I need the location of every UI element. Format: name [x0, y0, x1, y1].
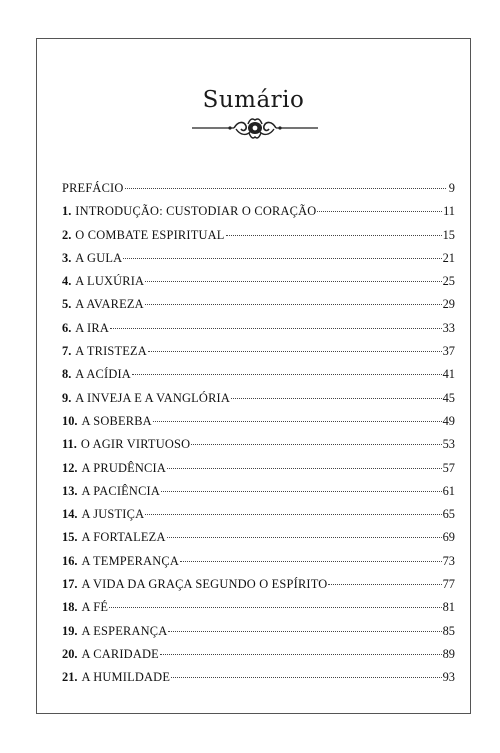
page-title: Sumário — [202, 87, 305, 113]
dot-leader — [123, 258, 441, 259]
toc-entry[interactable] — [62, 484, 455, 507]
toc-entry-number: 16. — [62, 553, 78, 568]
toc-entry[interactable] — [62, 181, 455, 204]
toc-entry[interactable] — [62, 204, 455, 227]
toc-entry-number: 10. — [62, 413, 78, 428]
toc-entry-page-number: 9 — [448, 181, 455, 195]
toc-entry-number: 4. — [62, 274, 72, 289]
toc-entry-page-number: 41 — [442, 367, 455, 382]
flourish-divider-icon — [192, 115, 318, 141]
toc-entry-number: 18. — [62, 600, 78, 615]
toc-entry[interactable] — [62, 297, 455, 320]
toc-entry-label: A PRUDÊNCIA — [81, 460, 166, 475]
toc-entry[interactable] — [62, 670, 455, 693]
toc-entry-page-number: 57 — [442, 460, 455, 475]
toc-entry-number: 1. — [62, 204, 72, 219]
dot-leader — [132, 374, 442, 375]
toc-entry-page-number: 69 — [442, 530, 455, 545]
toc-entry-label: A SOBERBA — [81, 413, 152, 428]
toc-entry-label: A AVAREZA — [75, 297, 144, 312]
toc-entry[interactable] — [62, 228, 455, 251]
toc-entry[interactable] — [62, 507, 455, 530]
toc-entry-page-number: 73 — [442, 553, 455, 568]
toc-entry[interactable] — [62, 530, 455, 553]
toc-entry[interactable] — [62, 577, 455, 600]
toc-entry[interactable] — [62, 437, 455, 460]
toc-entry[interactable] — [62, 344, 455, 367]
toc-entry-page-number: 49 — [442, 413, 455, 428]
toc-entry-page-number: 11 — [443, 204, 455, 219]
toc-entry-page-number: 93 — [442, 670, 455, 685]
toc-entry-page-number: 89 — [442, 646, 455, 661]
toc-entry[interactable] — [62, 321, 455, 344]
toc-entry-number: 3. — [62, 250, 72, 265]
toc-entry[interactable] — [62, 391, 455, 414]
toc-entry-number: 2. — [62, 227, 72, 242]
dot-leader — [161, 491, 442, 492]
toc-entry-page-number: 65 — [442, 507, 455, 522]
toc-entry-label: O AGIR VIRTUOSO — [80, 437, 191, 452]
toc-entry-number: 20. — [62, 646, 78, 661]
toc-entry-label: A HUMILDADE — [81, 670, 171, 685]
toc-entry-label: A TEMPERANÇA — [81, 553, 180, 568]
toc-entry-page-number: 85 — [442, 623, 455, 638]
dot-leader — [145, 304, 442, 305]
toc-entry-label: INTRODUÇÃO: CUSTODIAR O CORAÇÃO — [75, 204, 317, 219]
dot-leader — [317, 211, 442, 212]
toc-entry-page-number: 15 — [442, 227, 455, 242]
toc-entry-page-number: 33 — [442, 320, 455, 335]
toc-entry-number: 14. — [62, 507, 78, 522]
dot-leader — [231, 398, 442, 399]
dot-leader — [171, 677, 442, 678]
toc-entry-page-number: 21 — [442, 250, 455, 265]
toc-entry-label: A IRA — [75, 320, 109, 335]
dot-leader — [153, 421, 442, 422]
toc-entry-page-number: 29 — [442, 297, 455, 312]
toc-entry-page-number: 53 — [442, 437, 455, 452]
dot-leader — [110, 328, 442, 329]
toc-entry[interactable] — [62, 600, 455, 623]
toc-entry-page-number: 45 — [442, 390, 455, 405]
toc-entry[interactable] — [62, 624, 455, 647]
toc-entry[interactable] — [62, 647, 455, 670]
toc-entry-page-number: 77 — [442, 577, 455, 592]
dot-leader — [191, 444, 441, 445]
dot-leader — [125, 188, 446, 189]
table-of-contents — [62, 181, 455, 694]
dot-leader — [168, 631, 441, 632]
toc-entry-label: O COMBATE ESPIRITUAL — [75, 227, 225, 242]
toc-entry-number: 9. — [62, 390, 72, 405]
toc-entry-label: A TRISTEZA — [75, 344, 147, 359]
toc-entry-label: A INVEJA E A VANGLÓRIA — [75, 390, 231, 405]
toc-entry-number: 5. — [62, 297, 72, 312]
toc-entry-number: 8. — [62, 367, 72, 382]
toc-entry-label: A JUSTIÇA — [81, 507, 145, 522]
toc-entry[interactable] — [62, 274, 455, 297]
toc-entry-number: 11. — [62, 437, 77, 452]
toc-entry[interactable] — [62, 414, 455, 437]
toc-entry-number: 17. — [62, 577, 78, 592]
toc-entry-label: A ESPERANÇA — [81, 623, 168, 638]
toc-entry-label: PREFÁCIO — [62, 181, 124, 195]
toc-entry-number: 6. — [62, 320, 72, 335]
dot-leader — [160, 654, 442, 655]
toc-entry-label: A GULA — [75, 250, 123, 265]
dot-leader — [167, 537, 442, 538]
toc-entry[interactable] — [62, 554, 455, 577]
toc-entry-label: A FÉ — [81, 600, 109, 615]
dot-leader — [145, 514, 441, 515]
toc-entry-number: 21. — [62, 670, 78, 685]
dot-leader — [167, 468, 442, 469]
dot-leader — [148, 351, 442, 352]
dot-leader — [226, 235, 442, 236]
dot-leader — [328, 584, 441, 585]
toc-entry-page-number: 81 — [442, 600, 455, 615]
toc-entry[interactable] — [62, 367, 455, 390]
toc-entry-page-number: 37 — [442, 344, 455, 359]
toc-entry-label: A VIDA DA GRAÇA SEGUNDO O ESPÍRITO — [81, 577, 328, 592]
toc-entry-page-number: 25 — [442, 274, 455, 289]
toc-entry-label: A ACÍDIA — [75, 367, 131, 382]
toc-entry-label: A CARIDADE — [81, 646, 159, 661]
toc-entry[interactable] — [62, 461, 455, 484]
dot-leader — [109, 607, 441, 608]
toc-entry-number: 13. — [62, 483, 78, 498]
toc-entry-page-number: 61 — [442, 483, 455, 498]
toc-entry-label: A LUXÚRIA — [75, 274, 145, 289]
toc-entry-label: A PACIÊNCIA — [81, 483, 161, 498]
dot-leader — [180, 561, 442, 562]
toc-entry-label: A FORTALEZA — [81, 530, 166, 545]
book-page — [36, 38, 471, 714]
toc-entry-number: 7. — [62, 344, 72, 359]
toc-entry-number: 19. — [62, 623, 78, 638]
toc-entry[interactable] — [62, 251, 455, 274]
dot-leader — [145, 281, 441, 282]
toc-entry-number: 15. — [62, 530, 78, 545]
toc-entry-number: 12. — [62, 460, 78, 475]
